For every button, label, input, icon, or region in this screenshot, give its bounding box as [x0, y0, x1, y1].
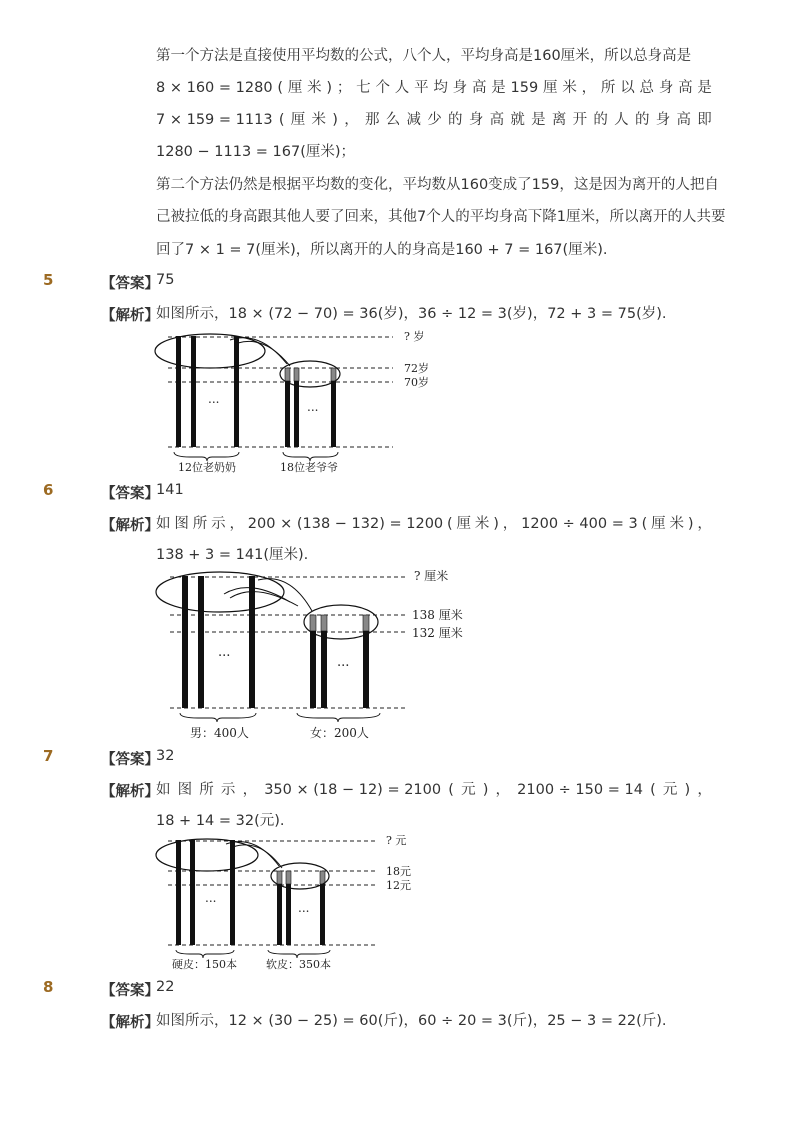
question-number-5: 5 — [43, 271, 54, 289]
line-token: 离 — [551, 112, 567, 128]
line-token: 元 — [461, 782, 476, 798]
line-token: ； — [336, 80, 352, 96]
line-token: 身 — [655, 112, 671, 128]
q6-group-1: 男：400人 — [190, 726, 249, 740]
line-token: 所 — [600, 80, 616, 96]
line-token: 七 — [356, 80, 371, 96]
q7-label-top: ? 元 — [386, 834, 407, 847]
line-token: 高 — [678, 80, 693, 96]
line-token: 是 — [491, 80, 506, 96]
line-token: ， — [697, 782, 712, 798]
intro-line-1: 第一个方法是直接使用平均数的公式，八个人，平均身高是160厘米，所以总身高是 — [156, 48, 692, 64]
line-token: ( — [448, 782, 454, 798]
intro-line-6: 己被拉低的身高跟其他人要了回来，其他7个人的平均身高下降1厘米，所以离开的人共要 — [156, 209, 726, 225]
line-token: 所 — [192, 516, 208, 532]
intro-line-7: 回了7 × 1 = 7(厘米)，所以离开的人的身高是160 + 7 = 167(厘米). — [156, 242, 608, 258]
analysis-label-6: 【解析】 — [101, 518, 159, 534]
line-token: 8 × 160 = 1280 — [156, 80, 273, 96]
line-token: 的 — [448, 112, 463, 128]
line-token: 总 — [639, 80, 655, 96]
line-token: 厘 — [290, 112, 306, 128]
line-token: 200 × (138 − 132) = 1200 — [247, 516, 444, 532]
line-token: 米 — [307, 80, 322, 96]
line-token: ) — [482, 782, 489, 798]
intro-line-4: 1280 − 1113 = 167(厘米)； — [156, 144, 356, 160]
diagram-q5 — [150, 326, 450, 478]
line-token: 350 × (18 − 12) = 2100 — [264, 782, 442, 798]
line-token: ( — [641, 516, 648, 532]
q6-label-top: ? 厘米 — [414, 569, 449, 583]
line-token: 1200 ÷ 400 = 3 — [521, 516, 638, 532]
line-token: ， — [495, 782, 511, 798]
answer-value-6: 141 — [156, 482, 184, 498]
question-number-8: 8 — [43, 978, 54, 996]
q5-group-1: 12位老奶奶 — [178, 461, 236, 474]
line-token: 高 — [471, 80, 487, 96]
line-token: 人 — [614, 112, 629, 128]
q5-label-low: 70岁 — [404, 376, 429, 389]
line-token: 那 — [364, 112, 380, 128]
line-token: 即 — [697, 112, 712, 128]
line-token: 元 — [662, 782, 678, 798]
answer-value-5: 75 — [156, 272, 175, 288]
diagram-q6 — [150, 566, 480, 744]
q5-group-2: 18位老爷爷 — [280, 461, 338, 474]
line-token: 人 — [394, 80, 410, 96]
line-token: 厘 — [651, 516, 666, 532]
q6-label-low: 132 厘米 — [412, 626, 463, 640]
line-token: 少 — [427, 112, 442, 128]
line-token: ) — [687, 516, 694, 532]
line-token: 高 — [489, 112, 505, 128]
line-token: 7 × 159 = 1113 — [156, 112, 273, 128]
line-token: 159 — [510, 80, 539, 96]
line-token: 米 — [311, 112, 327, 128]
q7-group-1: 硬皮：150本 — [172, 958, 237, 971]
answer-label-6: 【答案】 — [101, 486, 159, 502]
line-token: 身 — [452, 80, 468, 96]
line-token: 所 — [199, 782, 214, 798]
q6-dots-1: ... — [218, 645, 231, 660]
answer-label-8: 【答案】 — [101, 983, 159, 999]
intro-line-3 — [156, 110, 712, 130]
q7-dots-2: ... — [298, 901, 310, 915]
intro-line-2 — [156, 78, 712, 98]
line-token: 的 — [634, 112, 650, 128]
line-token: ， — [229, 516, 244, 532]
line-token: 如 — [156, 516, 171, 532]
line-token: 个 — [375, 80, 390, 96]
line-token: ) — [326, 80, 333, 96]
line-token: ) — [684, 782, 691, 798]
line-token: ( — [278, 112, 285, 128]
line-token: 的 — [593, 112, 608, 128]
line-token: 厘 — [456, 516, 472, 532]
line-token: 是 — [531, 112, 546, 128]
analysis-text-7-line-2: 18 + 14 = 32(元). — [156, 813, 285, 829]
line-token: 厘 — [543, 80, 558, 96]
answer-value-8: 22 — [156, 979, 175, 995]
line-token: 米 — [669, 516, 684, 532]
answer-label-7: 【答案】 — [101, 752, 159, 768]
answer-value-7: 32 — [156, 748, 175, 764]
line-token: 以 — [620, 80, 635, 96]
line-token: 如 — [156, 782, 171, 798]
line-token: ， — [344, 112, 359, 128]
line-token: ， — [581, 80, 597, 96]
line-token: 是 — [697, 80, 712, 96]
q6-label-mid: 138 厘米 — [412, 608, 463, 622]
line-token: 图 — [174, 516, 189, 532]
q5-label-mid: 72岁 — [404, 362, 429, 375]
line-token: ( — [447, 516, 453, 532]
line-token: 2100 ÷ 150 = 14 — [517, 782, 643, 798]
line-token: 厘 — [287, 80, 303, 96]
line-token: 高 — [676, 112, 691, 128]
answer-label-5: 【答案】 — [101, 276, 159, 292]
q6-group-2: 女：200人 — [310, 726, 369, 740]
q5-dots-1: ... — [208, 392, 220, 406]
line-token: 示 — [220, 782, 236, 798]
line-token: ) — [493, 516, 499, 532]
line-token: 减 — [406, 112, 422, 128]
line-token: ， — [242, 782, 258, 798]
line-token: ) — [332, 112, 338, 128]
analysis-text-6-line-1 — [156, 514, 712, 534]
line-token: ， — [697, 516, 712, 532]
intro-line-5: 第二个方法仍然是根据平均数的变化，平均数从160变成了159，这是因为离开的人把自 — [156, 177, 719, 193]
line-token: 身 — [468, 112, 484, 128]
line-token: 图 — [177, 782, 193, 798]
q6-dots-2: ... — [337, 655, 350, 670]
q5-dots-2: ... — [307, 400, 319, 414]
diagram-q7 — [150, 830, 430, 975]
line-token: 就 — [510, 112, 525, 128]
analysis-text-8: 如图所示，12 × (30 − 25) = 60(斤)，60 ÷ 20 = 3(斤)，25 − 3 = 22(斤). — [156, 1013, 667, 1029]
q7-label-low: 12元 — [386, 879, 411, 892]
line-token: 米 — [562, 80, 577, 96]
analysis-label-5: 【解析】 — [101, 308, 159, 324]
line-token: 平 — [414, 80, 429, 96]
question-number-6: 6 — [43, 481, 54, 499]
question-number-7: 7 — [43, 747, 54, 765]
line-token: ( — [650, 782, 656, 798]
q5-label-top: ? 岁 — [404, 330, 425, 343]
analysis-label-7: 【解析】 — [101, 784, 159, 800]
line-token: 身 — [658, 80, 674, 96]
q7-label-mid: 18元 — [386, 865, 411, 878]
line-token: 开 — [572, 112, 588, 128]
line-token: 示 — [211, 516, 226, 532]
analysis-text-7-line-1 — [156, 780, 712, 800]
line-token: 米 — [474, 516, 490, 532]
q7-group-2: 软皮：350本 — [266, 958, 331, 971]
analysis-text-5: 如图所示，18 × (72 − 70) = 36(岁)，36 ÷ 12 = 3(岁)，72 + 3 = 75(岁). — [156, 306, 667, 322]
line-token: 么 — [385, 112, 401, 128]
line-token: ( — [277, 80, 284, 96]
q7-dots-1: ... — [205, 891, 217, 905]
analysis-label-8: 【解析】 — [101, 1015, 159, 1031]
analysis-text-6-line-2: 138 + 3 = 141(厘米). — [156, 547, 309, 563]
line-token: ， — [502, 516, 518, 532]
line-token: 均 — [433, 80, 448, 96]
